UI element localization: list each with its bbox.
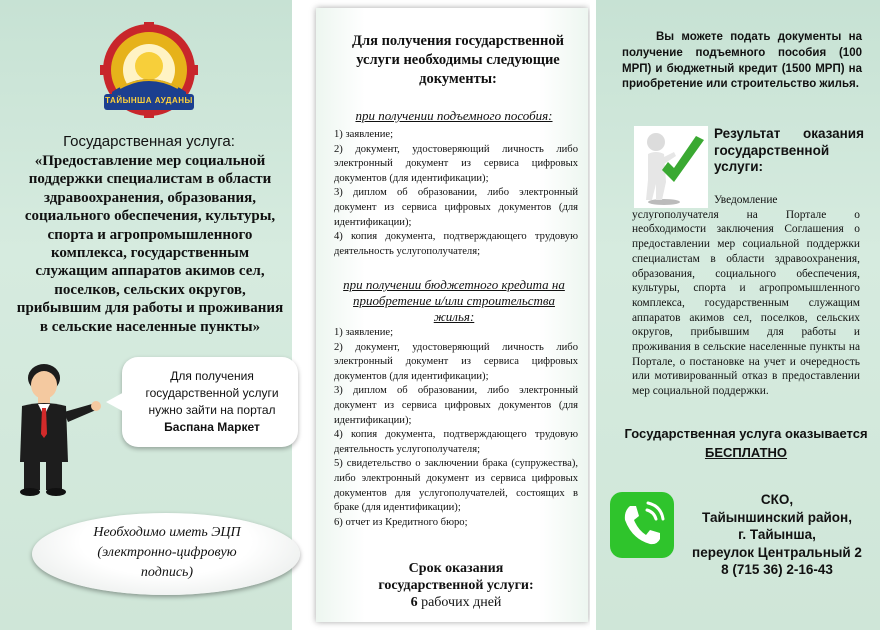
- left-panel: [0, 0, 298, 630]
- free-text: Государственная услуга оказывается: [624, 426, 868, 441]
- contact-line: Тайыншинский район,: [702, 509, 852, 525]
- free-word: БЕСПЛАТНО: [704, 445, 788, 460]
- section2-title: при получении бюджетного кредита на приобретение и/или строительства жилья:: [343, 277, 565, 324]
- list-item: 6) отчет из Кредитного бюро;: [334, 516, 468, 528]
- documents-panel: [316, 8, 588, 622]
- businessman-illustration: [8, 358, 104, 498]
- portal-bubble: [122, 357, 298, 447]
- service-title: «Предоставление мер социальной поддержки специалистам в области здравоохранения, образования, социального обеспечения, культуры, спорта и агропромышленного комплекса, государственным служащим аппаратов акимов сел, поселков, сельских округов, прибывшим для работы и проживания в сельские населенные пункты»: [16, 153, 284, 335]
- list-item: 3) диплом об образовании, либо электронный документ из сервиса цифровых документов (для идентификации);: [334, 187, 578, 228]
- contact-line: СКО,: [760, 492, 794, 507]
- section1-title: при получении подъемного пособия:: [355, 108, 553, 123]
- logo-text: ТАЙЫНША АУДАНЫ: [105, 96, 193, 105]
- intro-text: Вы можете подать документы на получение подъемного пособия (100 МРП) и бюджетный кредит (1500 МРП) на приобретение или строительство жилья.: [622, 31, 862, 91]
- list-item: 3) диплом об образовании, либо электронный документ из сервиса цифровых документов (для идентификации);: [334, 385, 578, 426]
- right-panel: [590, 0, 880, 630]
- result-text: Уведомление услугополучателя на Портале о необходимости заключения Соглашения о предоставлении мер социальной поддержки специалистам в области здравоохранения, образования, социального обеспечения, культуры, спорта и агропромышленного комплекса, государственным служащим аппаратов акимов сел, поселков, сельских округов, прибывшим для работы и проживания в сельские населенные пункты на Портале, о постановке на учет и очередность или мотивированный отказ в предоставлении мер социальной поддержки.: [632, 194, 860, 398]
- section2-list: [334, 326, 578, 530]
- bubble-text: Для получения государственной услуги нужно зайти на портал: [145, 369, 279, 417]
- eds-text: Необходимо иметь ЭЦП (электронно-цифровую подпись): [93, 525, 241, 580]
- contact-line: г. Тайынша,: [738, 527, 816, 542]
- list-item: 4) копия документа, подтверждающего трудовую деятельность услугополучателя;: [334, 231, 578, 257]
- contact-address: [682, 491, 872, 579]
- list-item: 1) заявление;: [334, 327, 394, 338]
- section1-list: [334, 128, 578, 259]
- list-item: 2) документ, удостоверяющий личность либо электронный документ из сервиса цифровых документов (для идентификации);: [334, 341, 578, 382]
- term-unit: рабочих дней: [421, 595, 502, 610]
- term-block: [356, 560, 556, 611]
- list-item: 2) документ, удостоверяющий личность либо электронный документ из сервиса цифровых документов (для идентификации);: [334, 143, 578, 184]
- documents-heading: Для получения государственной услуги необходимы следующие документы:: [351, 33, 564, 87]
- term-value: 6: [410, 595, 418, 610]
- contact-phone: 8 (715 36) 2-16-43: [721, 562, 833, 577]
- phone-icon: [610, 492, 674, 558]
- service-label: Государственная услуга:: [63, 133, 235, 150]
- portal-name: Баспана Маркет: [164, 420, 260, 434]
- eds-ellipse: [32, 513, 300, 595]
- district-logo: [84, 22, 214, 118]
- list-item: 1) заявление;: [334, 129, 394, 140]
- list-item: 4) копия документа, подтверждающего трудовую деятельность услугополучателя;: [334, 429, 578, 455]
- contact-line: переулок Центральный 2: [692, 544, 862, 560]
- free-service: [624, 424, 868, 462]
- result-title: Результат оказания государственной услуги:: [714, 126, 864, 174]
- term-title: Срок оказания государственной услуги:: [378, 561, 534, 593]
- list-item: 5) свидетельство о заключении брака (супружества), либо электронный документ из сервиса цифровых документов для услугополучателей, состоящих в браке (для идентификации);: [334, 458, 578, 514]
